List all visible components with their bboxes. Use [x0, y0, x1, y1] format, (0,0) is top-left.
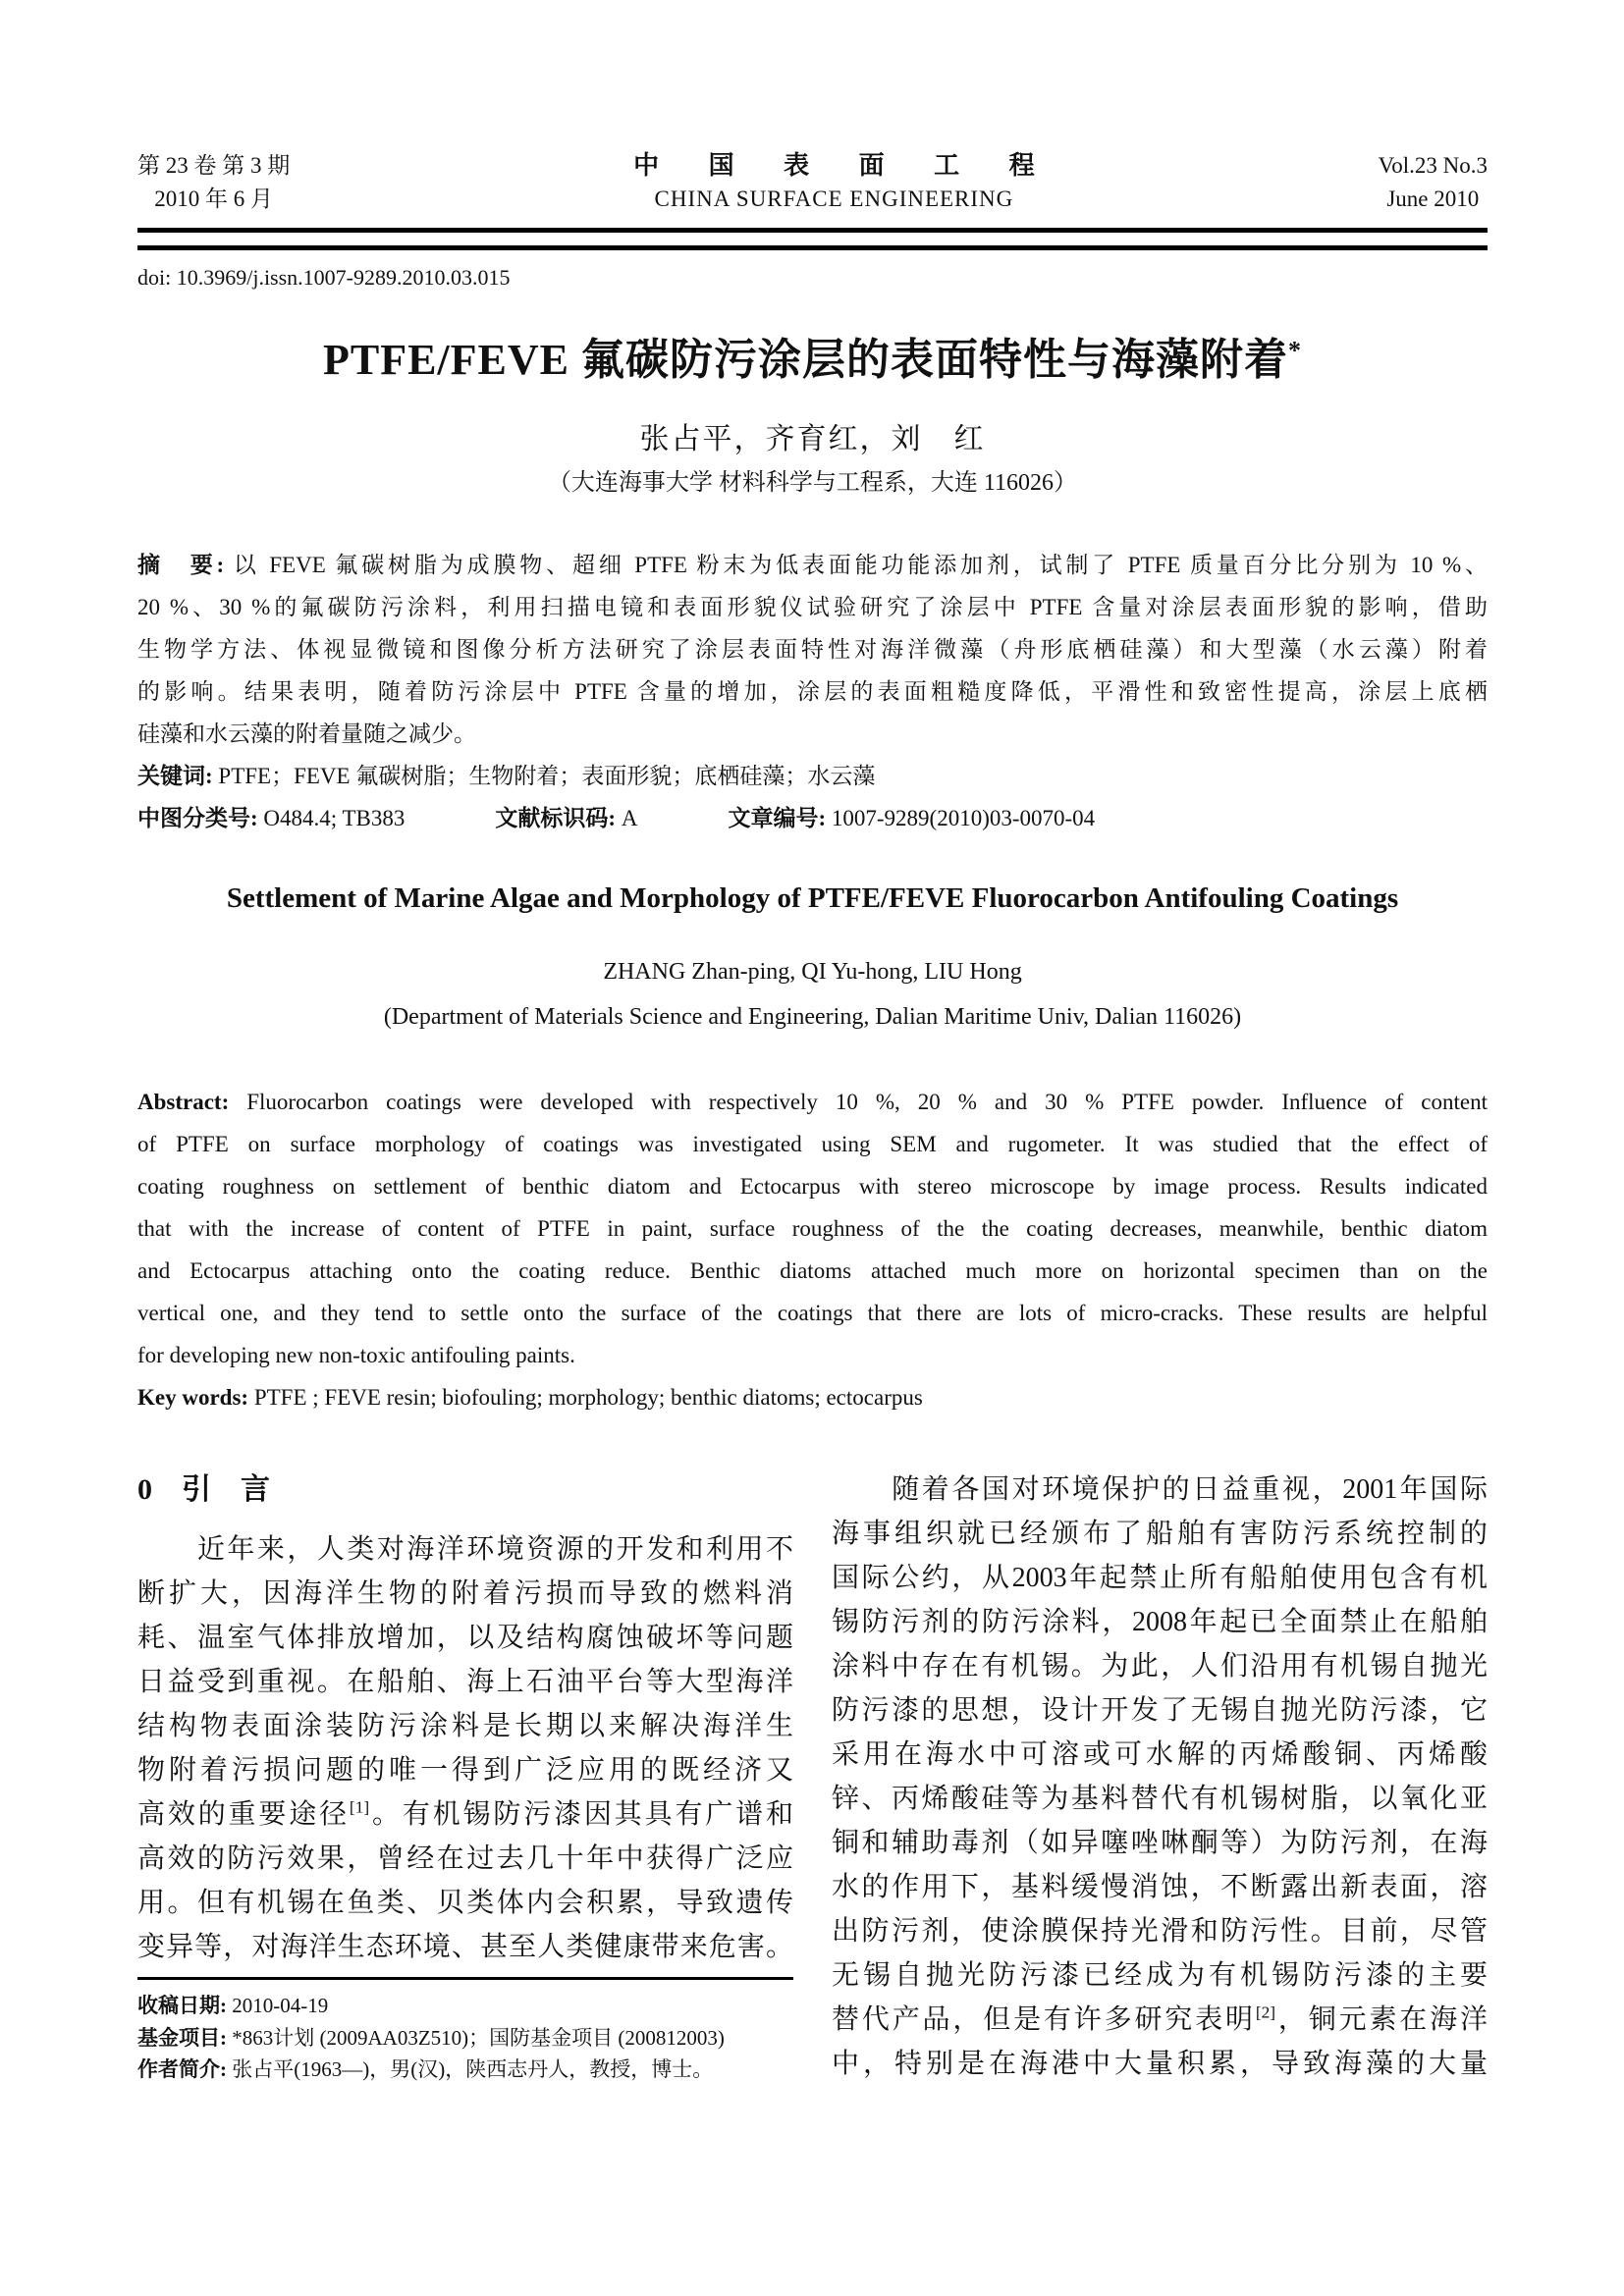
text-line: of PTFE on surface morphology of coatings was investigated using SEM and rugometer. It was studied that the effect of [137, 1132, 1488, 1156]
intro-paragraph-right [832, 1468, 1488, 2086]
text-line: 防污漆的思想，设计开发了无锡自抛光防污漆，它 [832, 1695, 1488, 1726]
keywords-cn-label: 关键词: [137, 764, 219, 788]
document-code-label: 文献标识码: [495, 806, 622, 830]
section-heading-introduction: 0 引 言 [137, 1473, 270, 1506]
text-line: 无锡自抛光防污漆已经成为有机锡防污漆的主要 [832, 1960, 1488, 1991]
intro-paragraph-left [137, 1527, 793, 1969]
text-line: 摘 要: 以 FEVE 氟碳树脂为成膜物、超细 PTFE 粉末为低表面能功能添加剂，试制了 PTFE 质量百分比分别为 10 %、 [137, 553, 1488, 577]
text-line: 硅藻和水云藻的附着量随之减少。 [137, 721, 476, 746]
keywords-cn-text: PTFE；FEVE 氟碳树脂；生物附着；表面形貌；底栖硅藻；水云藻 [218, 764, 876, 788]
date-cn: 2010 年 6 月 [154, 187, 273, 211]
keywords-en-text: PTFE ; FEVE resin; biofouling; morphology; benthic diatoms; ectocarpus [253, 1385, 923, 1410]
text-line: vertical one, and they tend to settle onto the surface of the coatings that there are lots of micro-cracks. These results are helpful [137, 1301, 1488, 1325]
text-line: for developing new non-toxic antifouling paints. [137, 1343, 575, 1367]
text-line: 水的作用下，基料缓慢消蚀，不断露出新表面，溶 [832, 1872, 1488, 1902]
date-en: June 2010 [1386, 187, 1480, 211]
text-line: 生物学方法、体视显微镜和图像分析方法研究了涂层表面特性对海洋微藻（舟形底栖硅藻）和大型藻（水云藻）附着 [137, 637, 1488, 662]
text-line: 国际公约，从2003年起禁止所有船舶使用包含有机 [832, 1563, 1488, 1593]
classification-row [137, 797, 1488, 839]
paper-title-cn [137, 331, 1488, 390]
journal-name-en: CHINA SURFACE ENGINEERING [654, 187, 1014, 211]
text-line: 作者简介: 张占平(1963—)，男(汉)，陕西志丹人，教授，博士。 [137, 2057, 714, 2081]
text-line: 中，特别是在海港中大量积累，导致海藻的大量 [832, 2049, 1488, 2079]
text-line: 锡防污剂的防污涂料，2008年起已全面禁止在船舶 [832, 1607, 1488, 1637]
text-line: 锌、丙烯酸硅等为基料替代有机锡树脂，以氧化亚 [832, 1784, 1488, 1814]
title-asterisk: * [1288, 336, 1303, 365]
document-code [495, 797, 637, 839]
left-column [137, 1468, 793, 2086]
header-right [1379, 149, 1488, 216]
text-line: that with the increase of content of PTFE in paint, surface roughness of the the coating decreases, meanwhile, benthic diatom [137, 1216, 1488, 1241]
affiliation-cn: （大连海事大学 材料科学与工程系，大连 116026） [547, 470, 1078, 496]
header-center [633, 149, 1035, 216]
volume-issue-cn: 第 23 卷 第 3 期 [137, 153, 291, 178]
text-line: 出防污剂，使涂膜保持光滑和防污性。目前，尽管 [832, 1916, 1488, 1947]
clc-label: 中图分类号: [137, 806, 264, 830]
article-id [728, 797, 1095, 839]
text-line: 日益受到重视。在船舶、海上石油平台等大型海洋 [137, 1667, 793, 1697]
text-line: 高效的防污效果，曾经在过去几十年中获得广泛应 [137, 1843, 793, 1874]
footnote-block [137, 1977, 793, 2086]
text-line: 近年来，人类对海洋环境资源的开发和利用不 [137, 1534, 793, 1565]
body-columns [137, 1468, 1488, 2086]
text-line: 的影响。结果表明，随着防污涂层中 PTFE 含量的增加，涂层的表面粗糙度降低，平滑性和致密性提高，涂层上底栖 [137, 679, 1488, 704]
text-line: 用。但有机锡在鱼类、贝类体内会积累，导致遗传 [137, 1888, 793, 1918]
header-left [137, 149, 290, 216]
document-code-value: A [621, 806, 638, 830]
clc-number [137, 797, 405, 839]
text-line: 基金项目: *863计划 (2009AA03Z510)；国防基金项目 (200812003) [137, 2025, 725, 2050]
text-line: 高效的重要途径[1]。有机锡防污漆因其具有广谱和 [137, 1797, 793, 1830]
journal-header [137, 149, 1488, 216]
text-line: 断扩大，因海洋生物的附着污损而导致的燃料消 [137, 1578, 793, 1609]
paper-title-en: Settlement of Marine Algae and Morphology of PTFE/FEVE Fluorocarbon Antifouling Coatings [226, 882, 1399, 914]
abstract-en [137, 1081, 1488, 1376]
abstract-cn [137, 544, 1488, 755]
keywords-en-label: Key words: [137, 1385, 254, 1410]
text-line: 结构物表面涂装防污涂料是长期以来解决海洋生 [137, 1711, 793, 1741]
text-line: 物附着污损问题的唯一得到广泛应用的既经济又 [137, 1755, 793, 1786]
article-id-label: 文章编号: [728, 806, 832, 830]
text-line: Abstract: Fluorocarbon coatings were developed with respectively 10 %, 20 % and 30 % PTFE powder. Influence of content [137, 1090, 1488, 1114]
text-line: 替代产品，但是有许多研究表明[2]，铜元素在海洋 [832, 2002, 1488, 2035]
text-line: 涂料中存在有机锡。为此，人们沿用有机锡自抛光 [832, 1651, 1488, 1682]
header-double-rule [137, 228, 1488, 250]
authors-cn: 张占平，齐育红，刘 红 [639, 423, 986, 455]
text-line: 耗、温室气体排放增加，以及结构腐蚀破坏等问题 [137, 1623, 793, 1653]
clc-value: O484.4; TB383 [263, 806, 406, 830]
text-line: 20 %、30 %的氟碳防污涂料，利用扫描电镜和表面形貌仪试验研究了涂层中 PTFE 含量对涂层表面形貌的影响，借助 [137, 595, 1488, 619]
text-line: 变异等，对海洋生态环境、甚至人类健康带来危害。 [137, 1932, 793, 1962]
keywords-cn [137, 755, 1488, 797]
authors-en: ZHANG Zhan-ping, QI Yu-hong, LIU Hong [603, 959, 1022, 985]
text-line: 收稿日期: 2010-04-19 [137, 1994, 329, 2017]
article-id-value: 1007-9289(2010)03-0070-04 [831, 806, 1096, 830]
text-line: 海事组织就已经颁布了船舶有害防污系统控制的 [832, 1519, 1488, 1549]
text-line: 铜和辅助毒剂（如异噻唑啉酮等）为防污剂，在海 [832, 1828, 1488, 1858]
text-line: 采用在海水中可溶或可水解的丙烯酸铜、丙烯酸 [832, 1739, 1488, 1770]
keywords-en [137, 1376, 1488, 1418]
journal-name-cn: 中 国 表 面 工 程 [633, 151, 1035, 180]
right-column [832, 1468, 1488, 2086]
affiliation-en: (Department of Materials Science and Engineering, Dalian Maritime Univ, Dalian 116026) [383, 1004, 1242, 1030]
text-line: coating roughness on settlement of benthic diatom and Ectocarpus with stereo microscope by image process. Results indicated [137, 1174, 1488, 1199]
text-line: 随着各国对环境保护的日益重视，2001年国际 [832, 1474, 1488, 1505]
doi-line: doi: 10.3969/j.issn.1007-9289.2010.03.015 [137, 265, 511, 290]
paper-title-cn-text: PTFE/FEVE 氟碳防污涂层的表面特性与海藻附着 [322, 336, 1289, 384]
text-line: and Ectocarpus attaching onto the coating reduce. Benthic diatoms attached much more on horizontal specimen than on the [137, 1258, 1488, 1283]
volume-issue-en: Vol.23 No.3 [1378, 153, 1488, 178]
